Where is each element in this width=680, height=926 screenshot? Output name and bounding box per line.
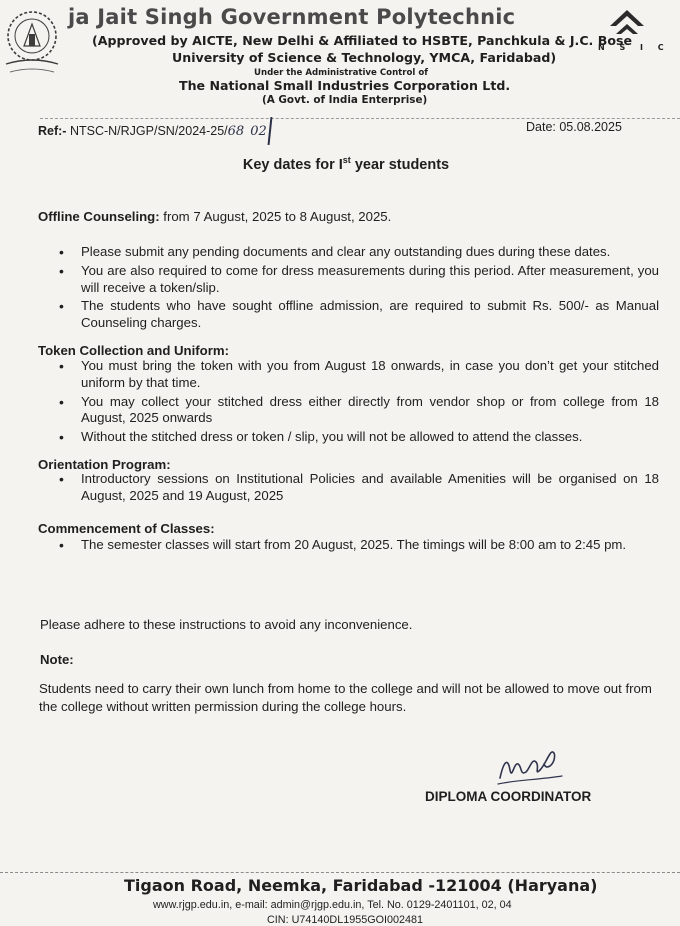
list-item: • Introductory sessions on Institutional Policies and available Amenities will be organised on 18 August, 2025 and 19 August, 2025 [59,471,659,505]
ref-handwritten-b: 02 [250,124,267,139]
token-collection-heading: Token Collection and Uniform: [38,343,229,358]
adherence-statement: Please adhere to these instructions to avoid any inconvenience. [40,617,413,632]
list-item: • Please submit any pending documents and clear any outstanding dues during these dates. [59,244,659,261]
approval-line: (Approved by AICTE, New Delhi & Affiliated to HSBTE, Panchkula & J.C. Bose [92,33,633,48]
footer-cin: CIN: U74140DL1955GOI002481 [267,914,424,926]
list-item: • You must bring the token with you from August 18 onwards, in case you don’t get your stitched uniform by that time. [59,358,659,392]
offline-counseling-list [59,244,659,334]
ref-label: Ref:- [38,124,67,138]
signatory-title: DIPLOMA COORDINATOR [425,789,592,804]
list-item: • Without the stitched dress or token / slip, you will not be allowed to attend the classes. [59,429,659,446]
commencement-heading: Commencement of Classes: [38,521,215,536]
list-item: • The semester classes will start from 20 August, 2025. The timings will be 8:00 am to 2:45 pm. [59,537,659,554]
nsic-letters: N S I C [598,43,670,52]
offline-counseling-label: Offline Counseling: [38,209,160,224]
document-date: Date: 05.08.2025 [526,120,622,134]
reference-number [38,124,267,139]
header-divider [40,118,680,119]
handwritten-signature-icon [496,740,566,788]
govt-enterprise-line: (A Govt. of India Enterprise) [262,94,428,106]
list-item: • The students who have sought offline admission, are required to submit Rs. 500/- as Manual Counseling charges. [59,298,659,332]
commencement-list [59,537,659,556]
handwritten-slash [268,117,273,145]
footer-divider [0,872,680,873]
note-text: Students need to carry their own lunch from home to the college and will not be allowed to move out from the college without written permission during the college hours. [39,681,652,714]
page-title: Key dates for Ist year students [242,155,450,173]
ref-handwritten-a: 68 [227,124,245,139]
university-line: University of Science & Technology, YMCA, Faridabad) [172,50,557,65]
list-item: • You may collect your stitched dress either directly from vendor shop or from college from 18 August, 2025 onwards [59,394,659,428]
footer-contact: www.rjgp.edu.in, e-mail: admin@rjgp.edu.in, Tel. No. 0129-2401101, 02, 04 [153,899,512,911]
offline-counseling-line [38,209,391,224]
corporation-name: The National Small Industries Corporation Ltd. [179,78,511,93]
orientation-heading: Orientation Program: [38,457,171,472]
token-collection-list [59,358,659,448]
orientation-list [59,471,659,507]
institute-name: ja Jait Singh Government Polytechnic [68,5,516,29]
ref-number: NTSC-N/RJGP/SN/2024-25/ [69,124,228,138]
note-heading: Note: [40,652,74,667]
offline-counseling-dates: from 7 August, 2025 to 8 August, 2025. [159,209,392,224]
institute-emblem-icon [2,6,62,78]
admin-control-line: Under the Administrative Control of [254,68,429,78]
list-item: • You are also required to come for dress measurements during this period. After measurement, you will receive a token/slip. [59,263,659,297]
footer-address: Tigaon Road, Neemka, Faridabad -121004 (Haryana) [124,876,598,895]
